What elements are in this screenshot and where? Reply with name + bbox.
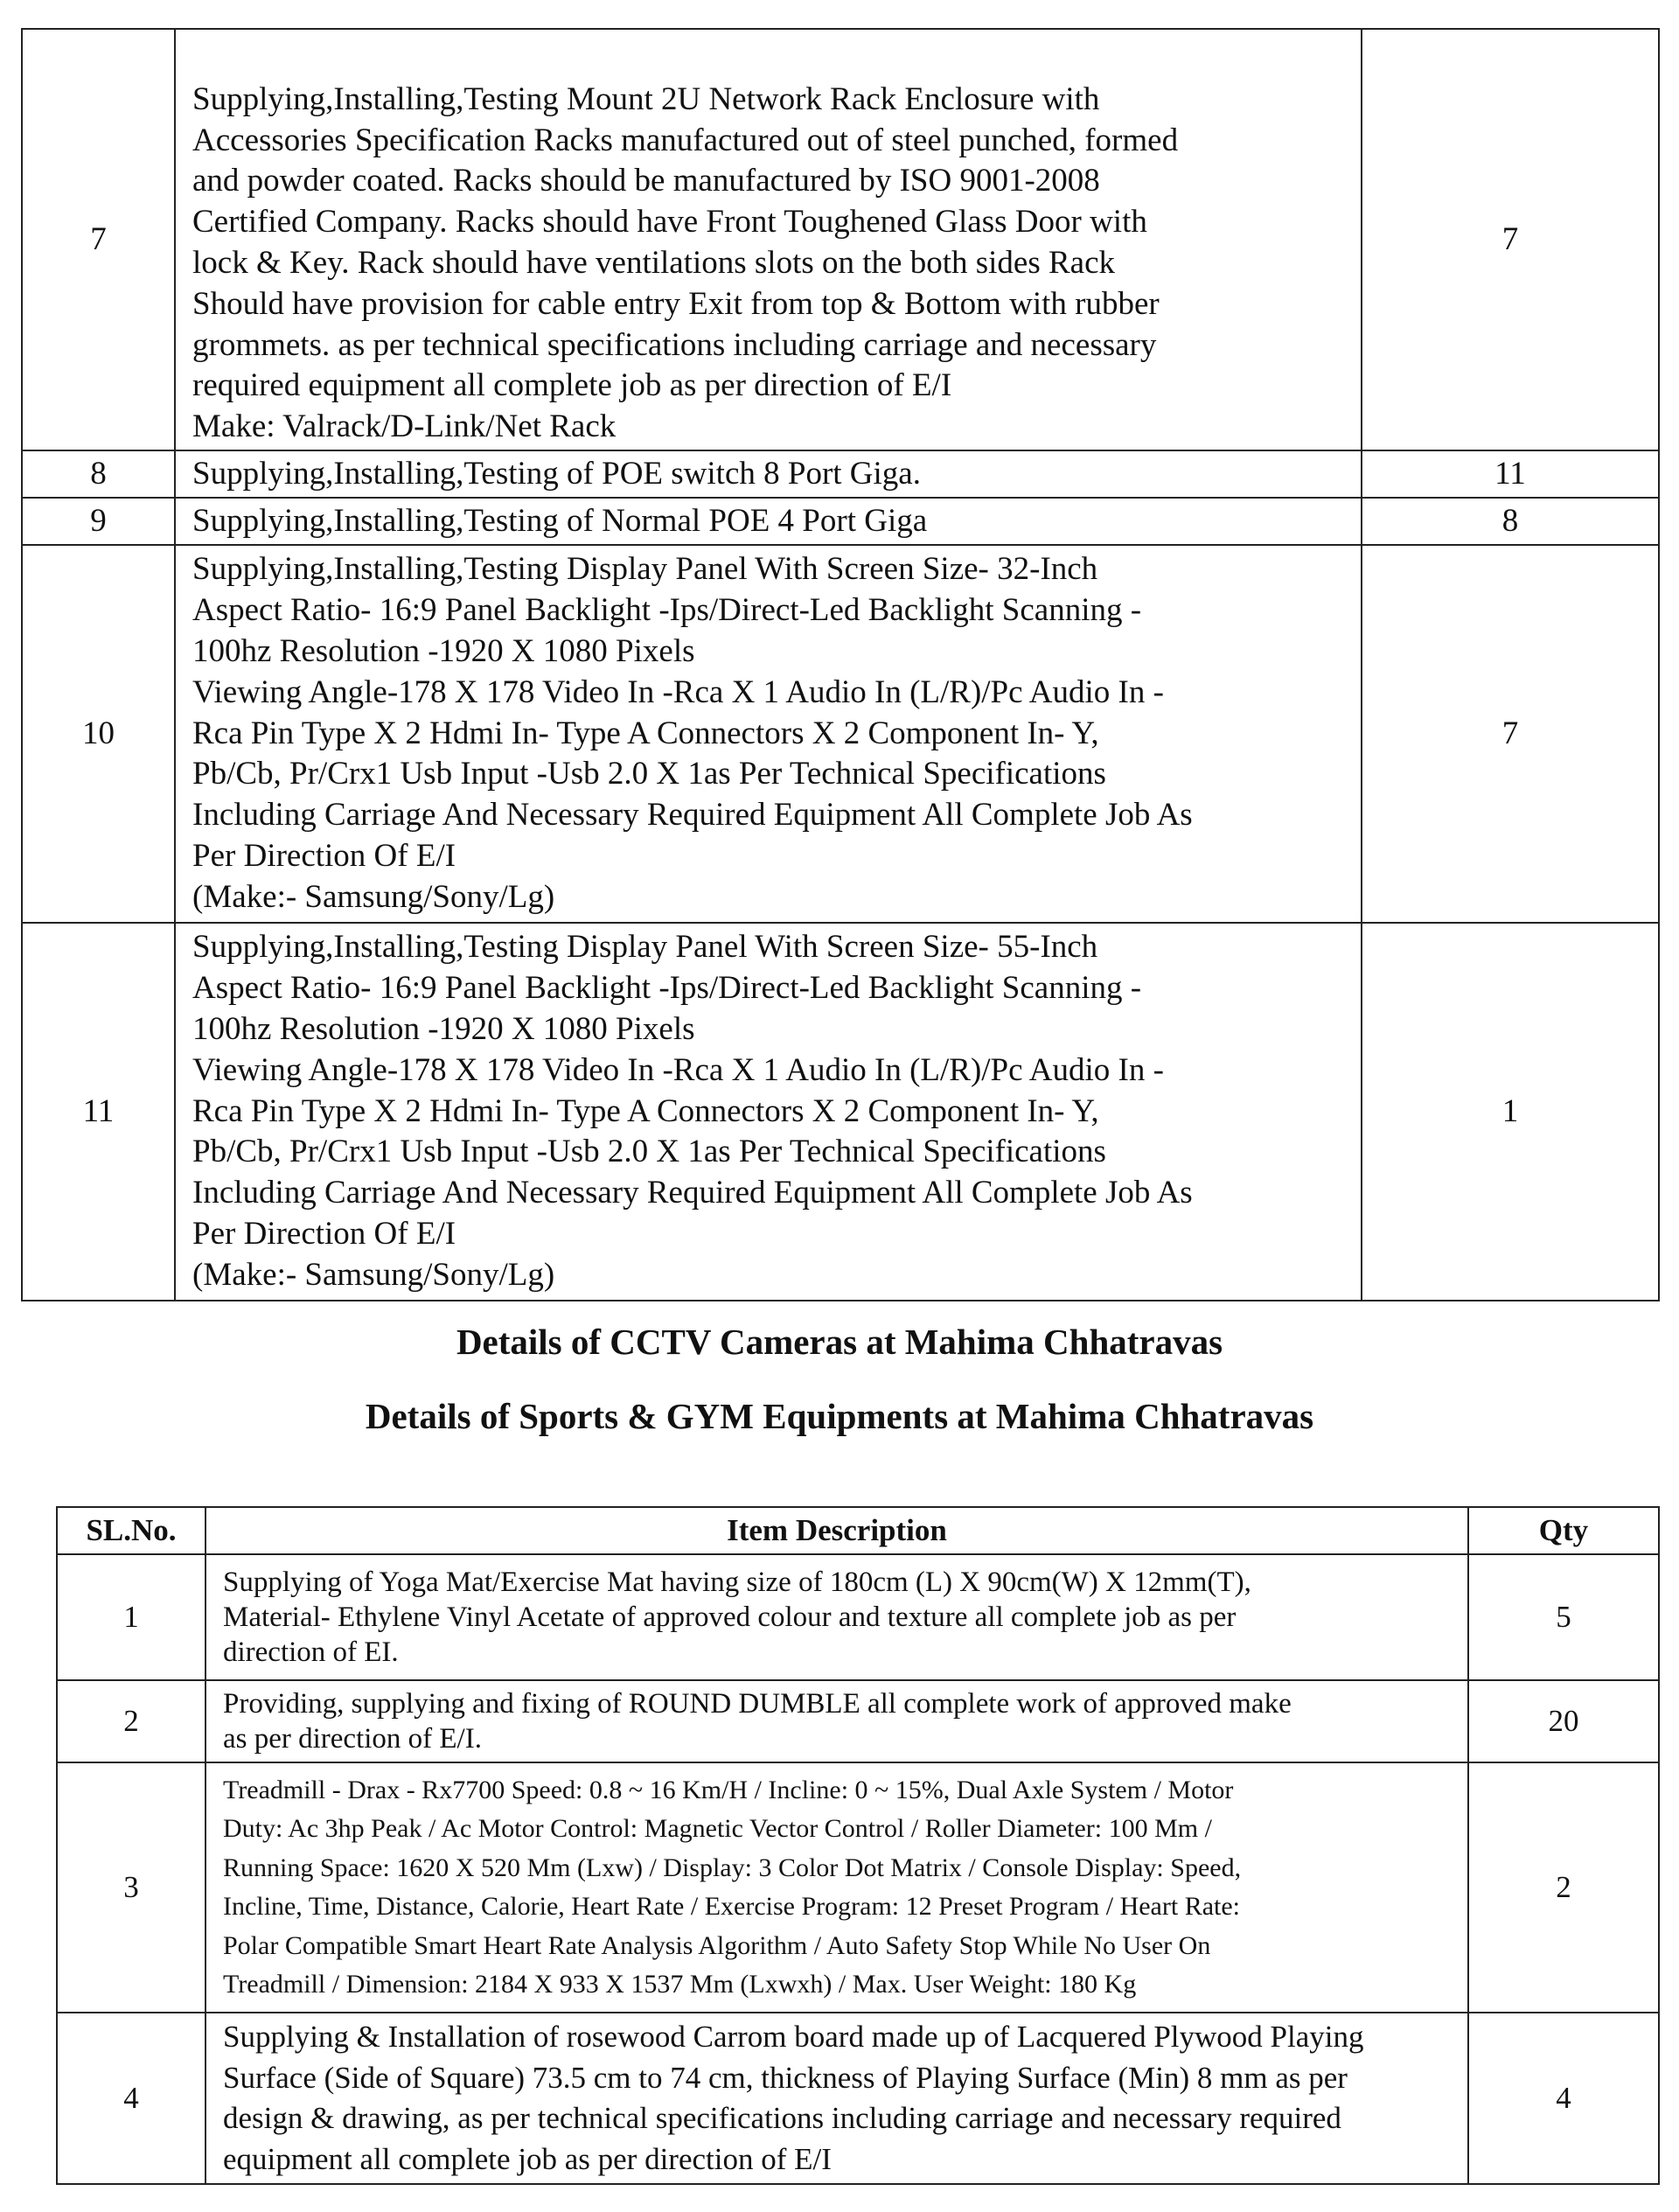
- row-number: 9: [22, 498, 175, 545]
- row-number: 4: [57, 2013, 206, 2184]
- row-number: 7: [22, 29, 175, 450]
- row-quantity: 7: [1362, 29, 1659, 450]
- row-quantity: 2: [1468, 1762, 1659, 2013]
- row-number: 10: [22, 545, 175, 923]
- items-table-network-display: [21, 28, 1660, 1301]
- column-header-description: Item Description: [206, 1507, 1468, 1554]
- row-quantity: 5: [1468, 1554, 1659, 1680]
- table-row: [22, 498, 1659, 545]
- row-number: 2: [57, 1680, 206, 1762]
- row-description: Supplying,Installing,Testing of Normal POE 4 Port Giga: [175, 498, 1362, 545]
- table-row: [57, 2013, 1659, 2184]
- table-row: [22, 545, 1659, 923]
- row-quantity: 11: [1362, 450, 1659, 498]
- row-number: 1: [57, 1554, 206, 1680]
- section-heading-sports-gym: Details of Sports & GYM Equipments at Mahima Chhatravas: [365, 1396, 1314, 1436]
- row-description: Supplying,Installing,Testing of POE switch 8 Port Giga.: [175, 450, 1362, 498]
- table-row: [22, 450, 1659, 498]
- table-row: [57, 1762, 1659, 2013]
- column-header-qty: Qty: [1468, 1507, 1659, 1554]
- table-row: [22, 923, 1659, 1301]
- row-description: Providing, supplying and fixing of ROUND DUMBLE all complete work of approved make as per direction of E/I.: [206, 1680, 1468, 1762]
- table-header-row: [57, 1507, 1659, 1554]
- items-table-sports-gym: [56, 1506, 1660, 2185]
- row-description: Supplying,Installing,Testing Display Panel With Screen Size- 55-Inch Aspect Ratio- 16:9 Panel Backlight -Ips/Direct-Led Backlight Scanning - 100hz Resolution -1920 X 1080 Pixels Viewing Angle-178 X 178 Video In -Rca X 1 Audio In (L/R)/Pc Audio In - Rca Pin Type X 2 Hdmi In- Type A Connectors X 2 Component In- Y, Pb/Cb, Pr/Crx1 Usb Input -Usb 2.0 X 1as Per Technical Specifications Including Carriage And Necessary Required Equipment All Complete Job As Per Direction Of E/I (Make:- Samsung/Sony/Lg): [175, 923, 1362, 1301]
- row-number: 3: [57, 1762, 206, 2013]
- row-number: 8: [22, 450, 175, 498]
- section-heading-cctv: Details of CCTV Cameras at Mahima Chhatravas: [456, 1322, 1223, 1362]
- row-quantity: 1: [1362, 923, 1659, 1301]
- row-description: Supplying,Installing,Testing Display Panel With Screen Size- 32-Inch Aspect Ratio- 16:9 Panel Backlight -Ips/Direct-Led Backlight Scanning - 100hz Resolution -1920 X 1080 Pixels Viewing Angle-178 X 178 Video In -Rca X 1 Audio In (L/R)/Pc Audio In - Rca Pin Type X 2 Hdmi In- Type A Connectors X 2 Component In- Y, Pb/Cb, Pr/Crx1 Usb Input -Usb 2.0 X 1as Per Technical Specifications Including Carriage And Necessary Required Equipment All Complete Job As Per Direction Of E/I (Make:- Samsung/Sony/Lg): [175, 545, 1362, 923]
- row-quantity: 7: [1362, 545, 1659, 923]
- column-header-slno: SL.No.: [57, 1507, 206, 1554]
- row-description: Treadmill - Drax - Rx7700 Speed: 0.8 ~ 16 Km/H / Incline: 0 ~ 15%, Dual Axle System / Motor Duty: Ac 3hp Peak / Ac Motor Control: Magnetic Vector Control / Roller Diameter: 100 Mm / Running Space: 1620 X 520 Mm (Lxw) / Display: 3 Color Dot Matrix / Console Display: Speed, Incline, Time, Distance, Calorie, Heart Rate / Exercise Program: 12 Preset Program / Heart Rate: Polar Compatible Smart Heart Rate Analysis Algorithm / Auto Safety Stop While No User On Treadmill / Dimension: 2184 X 933 X 1537 Mm (Lxwxh) / Max. User Weight: 180 Kg: [206, 1762, 1468, 2013]
- row-description: Supplying & Installation of rosewood Carrom board made up of Lacquered Plywood Playing Surface (Side of Square) 73.5 cm to 74 cm, thickness of Playing Surface (Min) 8 mm as per design & drawing, as per technical specifications including carriage and necessary required equipment all complete job as per direction of E/I: [206, 2013, 1468, 2184]
- row-quantity: 20: [1468, 1680, 1659, 1762]
- row-number: 11: [22, 923, 175, 1301]
- row-quantity: 8: [1362, 498, 1659, 545]
- table-row: [57, 1554, 1659, 1680]
- table-row: [57, 1680, 1659, 1762]
- row-description: Supplying of Yoga Mat/Exercise Mat having size of 180cm (L) X 90cm(W) X 12mm(T), Material- Ethylene Vinyl Acetate of approved colour and texture all complete job as per direction of EI.: [206, 1554, 1468, 1680]
- table-row: [22, 29, 1659, 450]
- row-quantity: 4: [1468, 2013, 1659, 2184]
- row-description: Supplying,Installing,Testing Mount 2U Network Rack Enclosure with Accessories Specification Racks manufactured out of steel punched, formed and powder coated. Racks should be manufactured by ISO 9001-2008 Certified Company. Racks should have Front Toughened Glass Door with lock & Key. Rack should have ventilations slots on the both sides Rack Should have provision for cable entry Exit from top & Bottom with rubber grommets. as per technical specifications including carriage and necessary required equipment all complete job as per direction of E/I Make: Valrack/D-Link/Net Rack: [175, 29, 1362, 450]
